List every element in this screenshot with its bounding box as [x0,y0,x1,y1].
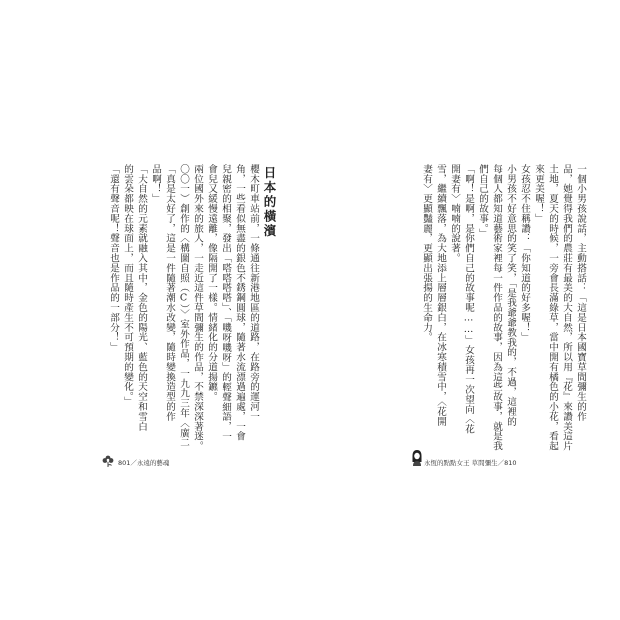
text-column: 的雲朵都映在球面上，而且隨時產生不可預期的變化。」 [122,164,133,407]
text-column: 兩位國外來的旅人，一走近這件草間彌生的作品，不禁深深著迷。 [192,164,203,452]
text-column: 一個小男孩說話，主動搭話：「這是日本國寶草間彌生的作 [575,164,586,422]
right-footer: 永恆的點點女王 草間彌生／810 [424,459,517,467]
text-column: 妻有〉更顯豔麗，更顯出張揚的生命力。 [421,164,432,343]
text-column: 小男孩不好意思的笑了笑，「是我爺爺教我的，不過，這裡的 [505,164,516,427]
text-column: 角，一些看似無盡的銀色不銹鋼圓球，隨著水流漂過遍處，一會 [234,164,245,442]
text-column: 〇〇一）創作的〈構圖自照（C）〉室外作品，一九九三年〈廣二 [178,164,189,448]
text-column: 每個人都知道藝術家裡每一件作品的故事，因為這些故事，就是我 [491,164,502,452]
text-column: 來更美喔！」 [533,164,544,224]
text-column: 櫻木町車站前，一條通往新港地區的道路，在路旁的運河一 [248,164,259,422]
text-column: 土地，夏天的時候，一旁會長滿綠草，當中開有橘色的小花，看起 [547,164,558,452]
text-column: 「真是太好了，這是一件隨著潮水改變，隨時變換造型的作 [164,164,175,422]
flower-icon [101,454,115,468]
text-column: 「大自然的元素就融入其中，金色的陽光、藍色的天空和雪白 [136,164,147,432]
girl-portrait-icon [411,449,423,467]
text-column: 「還有聲音呢！聲音也是作品的一部分！」 [108,164,119,353]
text-column: 「啊！是啊，是你們自己的故事呢……」女孩再一次望向〈花 [463,164,474,435]
text-column: 開妻有〉喃喃的說著。 [449,164,460,263]
section-heading: 日本的橫濱 [262,166,277,239]
text-column: 會兒又緩慢遠離，像隔開了一樣。情緒化的分道揚鑣。 [206,164,217,402]
right-page [310,0,620,620]
text-column: 女孩忍不住稱讚：「你知道的好多喔！」 [519,164,530,343]
text-column: 雪，繼續飄落，為大地添上層層銀白，在冰寒積雪中，〈花開 [435,164,446,427]
text-column: 兒親密的相聚，發出「嗒嗒嗒嗒」、「嘰呀嘰呀」的輕聲細語，一 [220,164,231,442]
text-column: 品啊！」 [150,164,161,204]
text-column: 品，她覺得我們的農莊有最美的大自然，所以用『花』來讚美這片 [561,164,572,452]
text-column: 們自己的故事。」 [477,164,488,239]
left-footer: 801／永遠的藝魂 [118,459,170,467]
